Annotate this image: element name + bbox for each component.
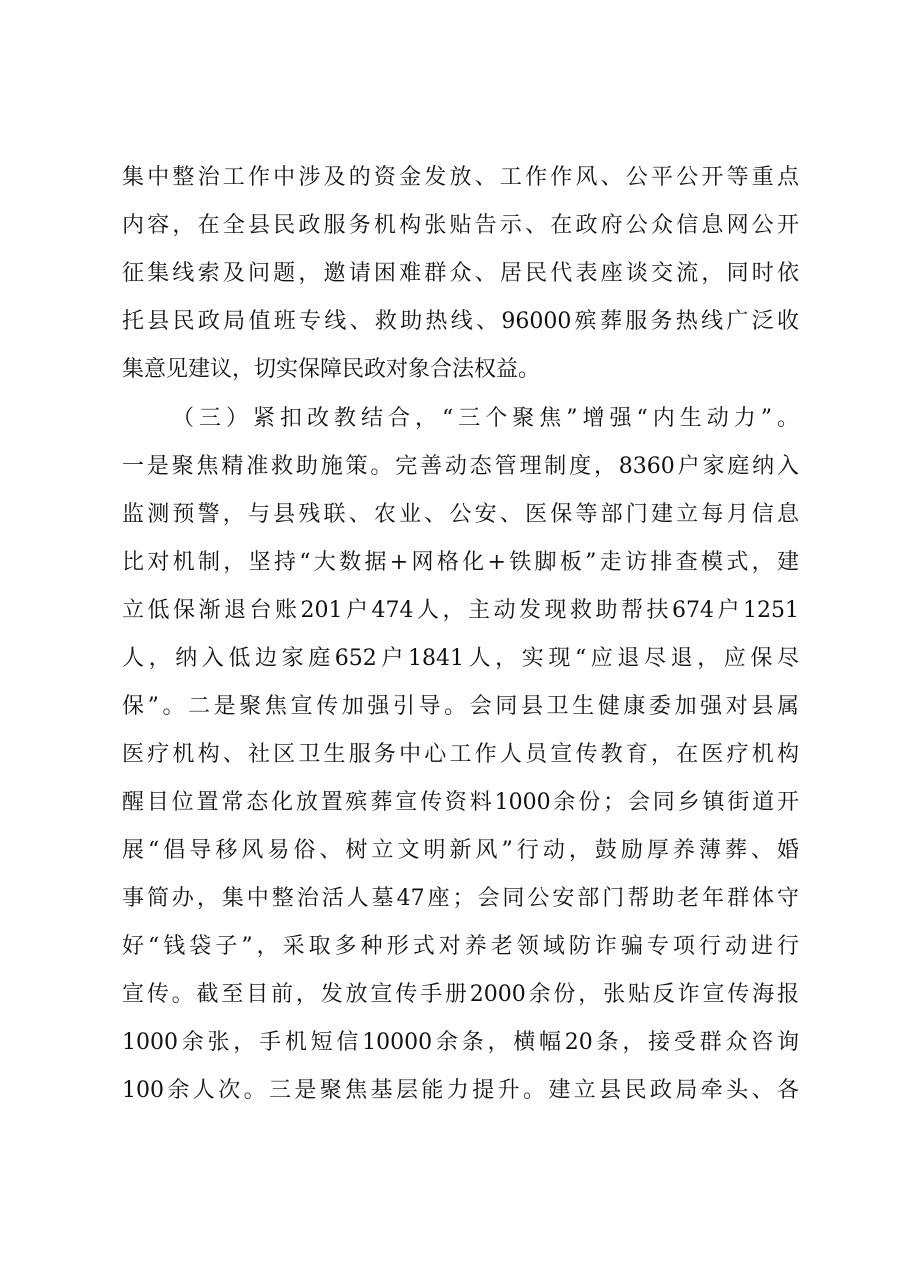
text-line-14: 醒目位置常态化放置殡葬宣传资料1000余份；会同乡镇街道开 <box>122 790 799 815</box>
text-line-16: 事简办，集中整治活人墓47座；会同公安部门帮助老年群体守 <box>122 886 799 911</box>
text-line-11: 人，纳入低边家庭652户1841人，实现“应退尽退，应保尽 <box>122 646 799 671</box>
text-line-1: 集中整治工作中涉及的资金发放、工作作风、公平公开等重点 <box>122 165 799 190</box>
text-line-8: 监测预警，与县残联、农业、公安、医保等部门建立每月信息 <box>122 502 799 527</box>
text-line-2: 内容，在全县民政服务机构张贴告示、在政府公众信息网公开 <box>122 213 799 238</box>
text-line-9: 比对机制，坚持“大数据+网格化+铁脚板”走访排查模式，建 <box>122 550 799 575</box>
text-line-3: 征集线索及问题，邀请困难群众、居民代表座谈交流，同时依 <box>122 261 799 286</box>
section-heading: （三）紧扣改教结合，“三个聚焦”增强“内生动力”。 <box>172 406 799 431</box>
text-line-12: 保”。二是聚焦宣传加强引导。会同县卫生健康委加强对县属 <box>122 694 799 719</box>
text-line-7: 一是聚焦精准救助施策。完善动态管理制度，8360户家庭纳入 <box>122 454 799 479</box>
text-line-20: 100余人次。三是聚焦基层能力提升。建立县民政局牵头、各 <box>122 1078 799 1103</box>
text-line-10: 立低保渐退台账201户474人，主动发现救助帮扶674户1251 <box>122 598 799 623</box>
text-line-18: 宣传。截至目前，发放宣传手册2000余份，张贴反诈宣传海报 <box>122 982 799 1007</box>
text-line-19: 1000余张，手机短信10000余条，横幅20条，接受群众咨询 <box>122 1030 799 1055</box>
text-line-5: 集意见建议，切实保障民政对象合法权益。 <box>122 357 541 382</box>
text-line-17: 好“钱袋子”，采取多种形式对养老领域防诈骗专项行动进行 <box>122 934 799 959</box>
text-line-4: 托县民政局值班专线、救助热线、96000殡葬服务热线广泛收 <box>122 309 799 334</box>
text-line-13: 医疗机构、社区卫生服务中心工作人员宣传教育，在医疗机构 <box>122 742 799 767</box>
text-line-15: 展“倡导移风易俗、树立文明新风”行动，鼓励厚养薄葬、婚 <box>122 838 799 863</box>
